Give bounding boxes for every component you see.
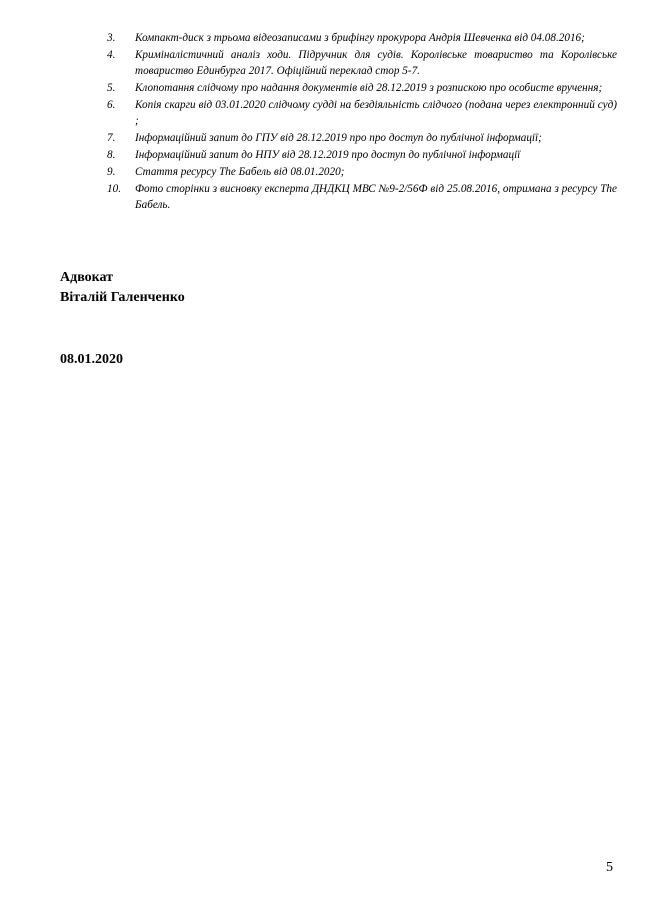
list-item-text: Криміналістичний аналіз ходи. Підручник для судів. Королівське товариство та Королівське товариство Единбурга 2017. Офіційний переклад стор 5-7. xyxy=(135,49,617,77)
list-item xyxy=(107,164,617,180)
list-item xyxy=(107,80,617,96)
list-item-number: 3. xyxy=(107,32,116,44)
signature-block xyxy=(60,268,185,308)
list-item xyxy=(107,97,617,129)
list-item-number: 9. xyxy=(107,166,116,178)
document-date: 08.01.2020 xyxy=(60,352,123,367)
list-item-text: Клопотання слідчому про надання документів від 28.12.2019 з розпискою про особисте вручення; xyxy=(135,82,603,94)
list-item-number: 10. xyxy=(107,183,121,195)
list-item-number: 4. xyxy=(107,49,116,61)
list-item-number: 6. xyxy=(107,99,116,111)
signature-name: Віталій Галенченко xyxy=(60,290,185,305)
list-item xyxy=(107,30,617,46)
signature-title: Адвокат xyxy=(60,270,114,285)
list-item-number: 7. xyxy=(107,132,116,144)
list-item-text: Інформаційний запит до ГПУ від 28.12.2019 про про доступ до публічної інформації; xyxy=(135,132,542,144)
list-item xyxy=(107,181,617,213)
list-item-text: Компакт-диск з трьома відеозаписами з брифінгу прокурора Андрія Шевченка від 04.08.2016; xyxy=(135,32,585,44)
list-item-text: Копія скарги від 03.01.2020 слідчому судді на бездіяльність слідчого (подана через електронний суд) ; xyxy=(135,99,617,127)
attachments-list xyxy=(107,30,617,214)
list-item xyxy=(107,147,617,163)
page-number: 5 xyxy=(606,860,613,875)
list-item-text: Фото сторінки з висновку експерта ДНДКЦ МВС №9-2/56Ф від 25.08.2016, отримана з ресурсу The Бабель. xyxy=(135,183,617,211)
list-item xyxy=(107,47,617,79)
list-item-number: 8. xyxy=(107,149,116,161)
list-item xyxy=(107,130,617,146)
list-item-number: 5. xyxy=(107,82,116,94)
list-item-text: Інформаційний запит до НПУ від 28.12.2019 про доступ до публічної інформації xyxy=(135,149,521,161)
list-item-text: Стаття ресурсу The Бабель від 08.01.2020; xyxy=(135,166,345,178)
